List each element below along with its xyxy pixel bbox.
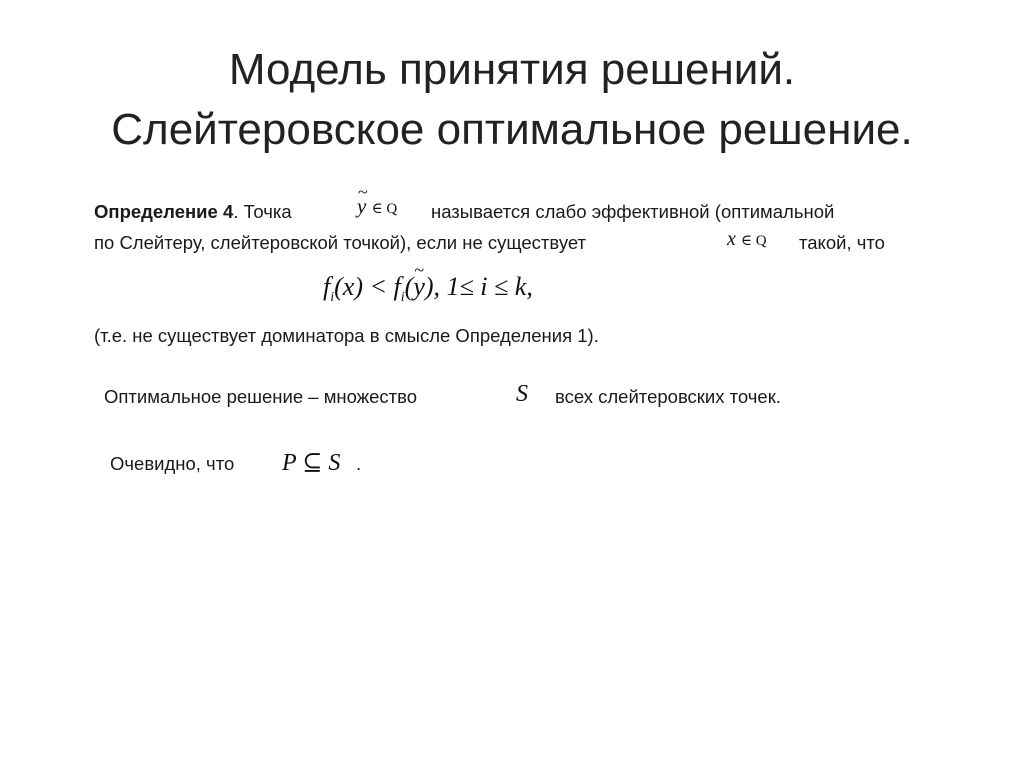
obvious-text: Очевидно, что (110, 453, 235, 474)
definition-line-1 (94, 200, 292, 224)
formula-i1: i (330, 290, 335, 305)
math-in-q: ∈ Q (371, 201, 398, 217)
formula (323, 272, 533, 305)
math-y-tilde: ~ y (357, 194, 366, 219)
formula-y-close: ), 1≤ i ≤ k, (424, 272, 533, 301)
formula-i2: i (400, 290, 405, 305)
formula-y-tilde: ~ y (413, 272, 425, 302)
obvious-end: . (356, 453, 362, 474)
math-s: S (516, 381, 528, 407)
definition-text-2: называется слабо эффективной (оптимальной (431, 201, 835, 222)
definition-text-3: по Слейтеру, слейтеровской точкой), если не существует (94, 232, 587, 253)
formula-x-arg: (x) < (334, 272, 394, 301)
definition-text-1: . Точка (233, 201, 292, 222)
formula-f2: f (393, 272, 401, 301)
definition-label: Определение 4 (94, 201, 234, 222)
math-x-in-q (727, 228, 767, 251)
title-line-2: Слейтеровское оптимальное решение. (111, 105, 913, 154)
formula-y-open: ( (404, 272, 414, 301)
optimal-text-1: Оптимальное решение – множество (104, 386, 418, 407)
math-y-in-q (357, 194, 397, 219)
title-line-1: Модель принятия решений. (228, 45, 796, 94)
math-x: x (727, 228, 736, 250)
definition-text-4: такой, что (799, 232, 885, 253)
optimal-text-2: всех слейтеровских точек. (555, 386, 781, 407)
math-x-in-q-set: ∈ Q (740, 233, 767, 249)
formula-f1: f (323, 272, 331, 301)
note-text: (т.е. не существует доминатора в смысле Определения 1). (94, 325, 599, 346)
math-p-subset-s: P ⊆ S (282, 450, 341, 476)
